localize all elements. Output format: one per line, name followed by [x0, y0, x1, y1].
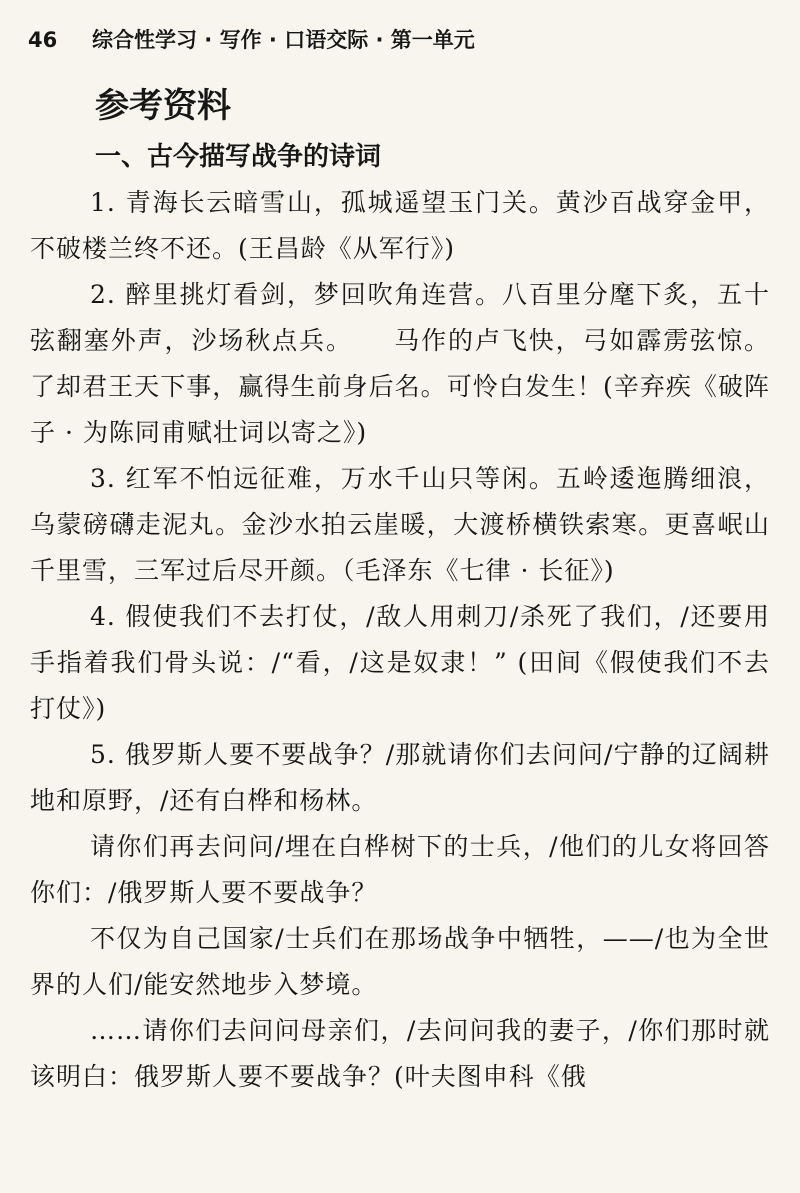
poem-5-stanza-4: ……请你们去问问母亲们，/去问问我的妻子，/你们那时就该明白：俄罗斯人要不要战争？(叶夫图申科《俄 — [30, 1016, 770, 1091]
poem-5-stanza-3: 不仅为自己国家/士兵们在那场战争中牺牲，——/也为全世界的人们/能安然地步入梦境。 — [30, 924, 770, 999]
poem-4-paragraph: 4. 假使我们不去打仗，/敌人用刺刀/杀死了我们，/还要用手指着我们骨头说：/“看，/这是奴隶！” (田间《假使我们不去打仗》) — [30, 602, 770, 723]
subsection-title: 一、古今描写战争的诗词 — [95, 142, 382, 172]
body-text — [30, 180, 770, 1100]
poem-2-paragraph: 2. 醉里挑灯看剑，梦回吹角连营。八百里分麾下炙，五十弦翻塞外声，沙场秋点兵。 马作的卢飞快，弓如霹雳弦惊。了却君王天下事，赢得生前身后名。可怜白发生！(辛弃疾《破阵子 · 为陈同甫赋壮词以寄之》) — [30, 280, 770, 447]
poem-5-stanza-2: 请你们再去问问/埋在白桦树下的士兵，/他们的儿女将回答你们：/俄罗斯人要不要战争？ — [30, 832, 770, 907]
running-header — [28, 22, 770, 58]
poem-1-paragraph: 1. 青海长云暗雪山，孤城遥望玉门关。黄沙百战穿金甲，不破楼兰终不还。(王昌龄《从军行》) — [30, 188, 770, 263]
poem-3-paragraph: 3. 红军不怕远征难，万水千山只等闲。五岭逶迤腾细浪，乌蒙磅礴走泥丸。金沙水拍云崖暖，大渡桥横铁索寒。更喜岷山千里雪，三军过后尽开颜。（毛泽东《七律 · 长征》) — [30, 464, 770, 585]
section-title: 参考资料 — [95, 86, 231, 126]
poem-5-paragraph: 5. 俄罗斯人要不要战争？/那就请你们去问问/宁静的辽阔耕地和原野，/还有白桦和杨林。 — [30, 740, 770, 815]
page-number: 46 — [28, 28, 58, 52]
running-title: 综合性学习 · 写作 · 口语交际 · 第一单元 — [92, 28, 475, 52]
